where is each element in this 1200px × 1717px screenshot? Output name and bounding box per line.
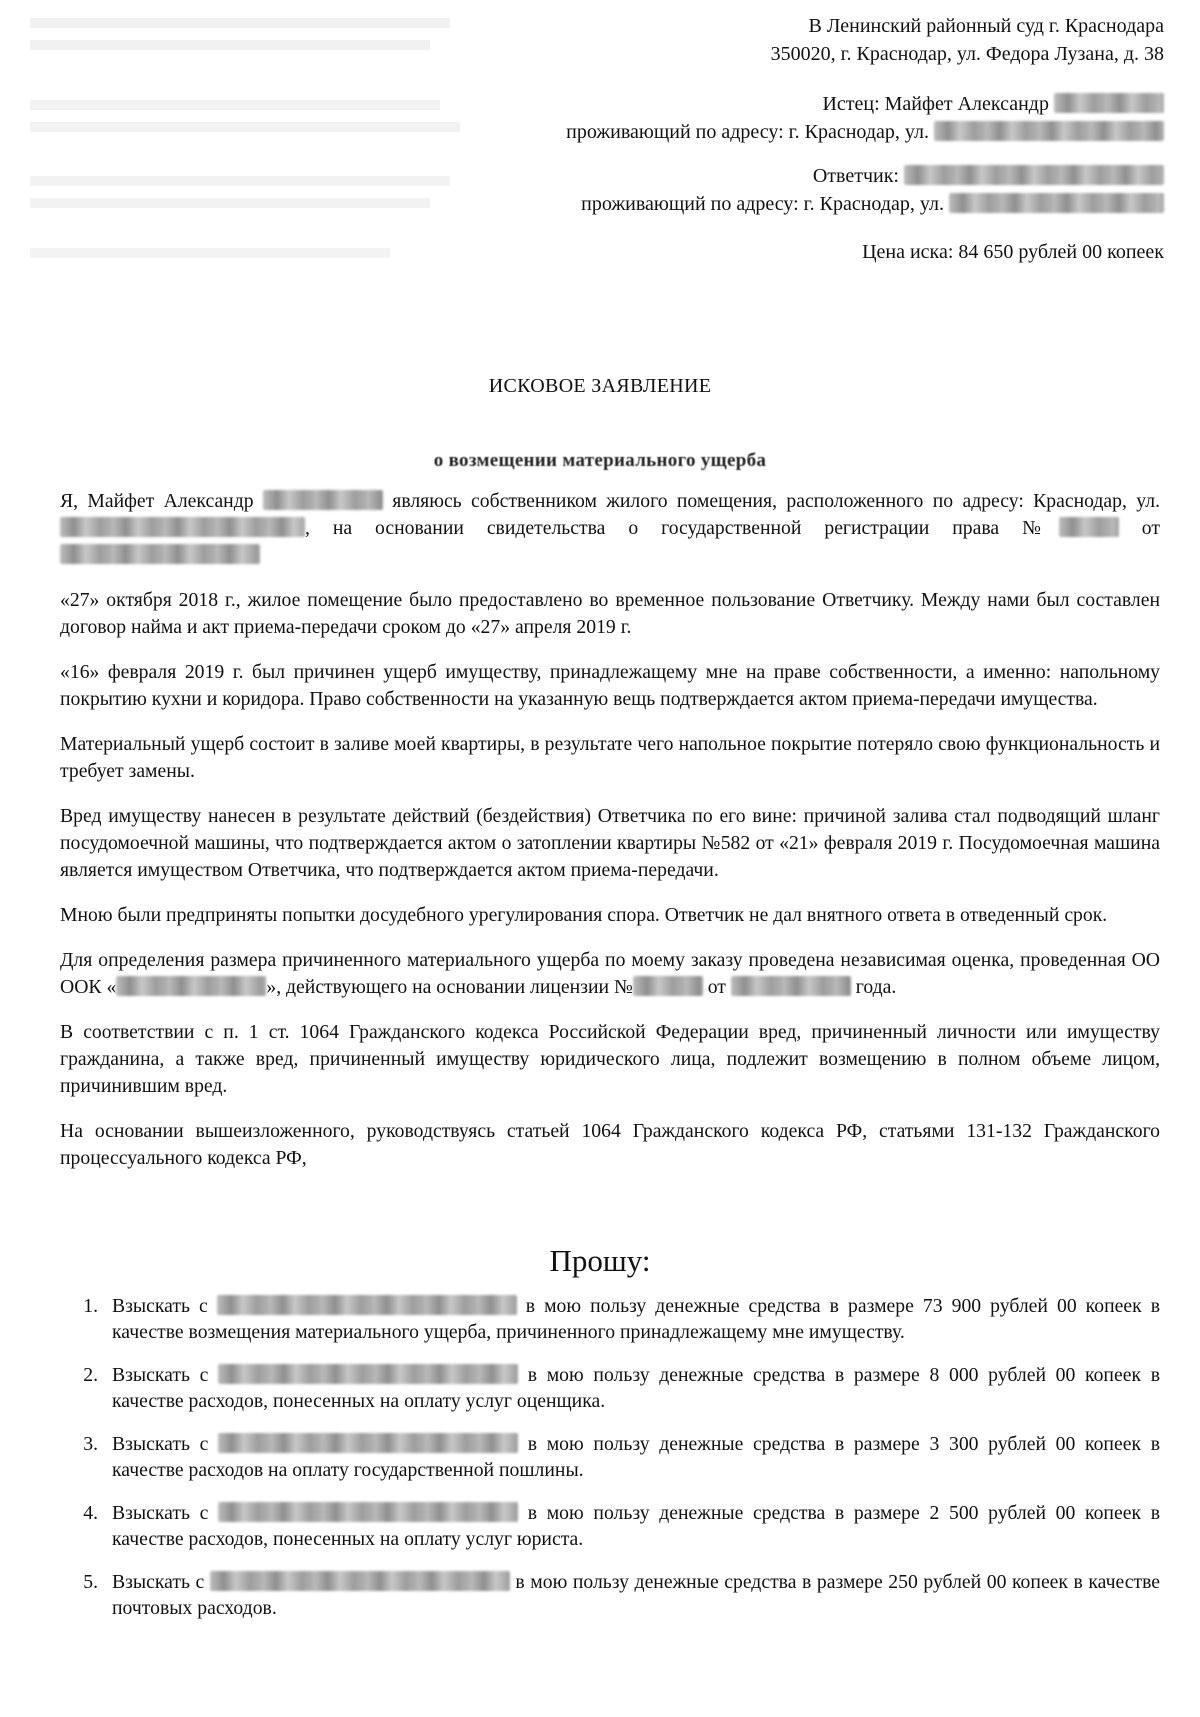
paragraph-text: Я, Майфет Александр bbox=[60, 490, 254, 512]
redacted-text bbox=[904, 165, 1164, 185]
request-list bbox=[60, 1293, 1160, 1638]
list-item-number: 3. bbox=[83, 1433, 98, 1455]
list-item-body: в мою пользу денежные средства в размере 2 500 рублей 00 копеек в качестве расходов, понесенных на оплату услуг юриста. bbox=[112, 1502, 1160, 1550]
list-item bbox=[60, 1362, 1160, 1414]
paragraph: На основании вышеизложенного, руководствуясь статьей 1064 Гражданского кодекса РФ, статьями 131-132 Гражданского процессуального кодекса РФ, bbox=[60, 1120, 1160, 1169]
plaintiff-address-line bbox=[566, 118, 1164, 146]
paragraph: В соответствии с п. 1 ст. 1064 Гражданского кодекса Российской Федерации вред, причиненный личности или имуществу гражданина, а также вред, причиненный имуществу юридического лица, подлежит возмещению в полном объеме лицом, причинившим вред. bbox=[60, 1021, 1160, 1097]
list-item-text bbox=[112, 1569, 1160, 1621]
document-subtitle: о возмещении материального ущерба bbox=[433, 450, 767, 471]
court-name: В Ленинский районный суд г. Краснодара bbox=[808, 15, 1164, 37]
redacted-text bbox=[731, 976, 851, 996]
list-item-number: 4. bbox=[83, 1502, 98, 1524]
redacted-text bbox=[210, 1571, 510, 1591]
list-item-number: 5. bbox=[83, 1571, 98, 1593]
list-item-text bbox=[112, 1362, 1160, 1414]
list-item-prefix: Взыскать с bbox=[112, 1571, 205, 1593]
claim-price-text: Цена иска: 84 650 рублей 00 копеек bbox=[862, 241, 1164, 263]
list-item bbox=[60, 1293, 1160, 1345]
paragraph bbox=[60, 488, 1160, 569]
list-item-text bbox=[112, 1500, 1160, 1552]
request-heading: Прошу: bbox=[549, 1243, 651, 1278]
redacted-text bbox=[1054, 93, 1164, 113]
list-item bbox=[60, 1500, 1160, 1552]
defendant-address-line bbox=[581, 190, 1164, 218]
paragraph: Материальный ущерб состоит в заливе моей квартиры, в результате чего напольное покрытие потеряло свою функциональность и требует замены. bbox=[60, 733, 1160, 782]
redacted-text bbox=[949, 193, 1164, 213]
paragraph-text: от bbox=[707, 976, 726, 998]
list-item-body: в мою пользу денежные средства в размере 3 300 рублей 00 копеек в качестве расходов на оплату государственной пошлины. bbox=[112, 1433, 1160, 1481]
defendant-address-label: проживающий по адресу: г. Краснодар, ул. bbox=[581, 193, 944, 215]
plaintiff-label: Истец: Майфет Александр bbox=[822, 93, 1049, 115]
paragraph bbox=[60, 947, 1160, 1001]
list-item-prefix: Взыскать с bbox=[112, 1364, 209, 1386]
redacted-text bbox=[263, 490, 383, 510]
redacted-text bbox=[60, 517, 305, 537]
plaintiff-block bbox=[566, 90, 1164, 146]
redacted-text bbox=[217, 1295, 517, 1315]
list-item bbox=[60, 1569, 1160, 1621]
list-item-text bbox=[112, 1431, 1160, 1483]
paragraph: Мною были предприняты попытки досудебного урегулирования спора. Ответчик не дал внятного ответа в отведенный срок. bbox=[60, 904, 1108, 926]
redacted-text bbox=[218, 1433, 518, 1453]
paragraph: «27» октября 2018 г., жилое помещение было предоставлено во временное пользование Ответчику. Между нами был составлен договор найма и акт приема-передачи сроком до «27» апреля 2019 г. bbox=[60, 589, 1160, 638]
list-item-body: в мою пользу денежные средства в размере 250 рублей 00 копеек в качестве почтовых расходов. bbox=[112, 1571, 1161, 1619]
redacted-text bbox=[116, 976, 266, 996]
show-through-artifact bbox=[30, 96, 470, 136]
paragraph: «16» февраля 2019 г. был причинен ущерб имуществу, принадлежащему мне на праве собственности, а именно: напольному покрытию кухни и коридора. Право собственности на указанную вещь подтверждается актом приема-передачи имущества. bbox=[60, 661, 1160, 710]
show-through-artifact bbox=[30, 244, 470, 264]
list-item-prefix: Взыскать с bbox=[112, 1502, 209, 1524]
plaintiff-address-label: проживающий по адресу: г. Краснодар, ул. bbox=[566, 121, 929, 143]
court-address: 350020, г. Краснодар, ул. Федора Лузана, д. 38 bbox=[770, 43, 1164, 65]
redacted-text bbox=[60, 544, 260, 564]
document-body bbox=[60, 488, 1160, 1190]
list-item-number: 1. bbox=[83, 1295, 98, 1317]
redacted-text bbox=[218, 1364, 518, 1384]
paragraph-text: являюсь собственником жилого помещения, расположенного по адресу: Краснодар, ул. bbox=[392, 490, 1161, 512]
list-item-prefix: Взыскать с bbox=[112, 1295, 208, 1317]
list-item-body: в мою пользу денежные средства в размере 8 000 рублей 00 копеек в качестве расходов, понесенных на оплату услуг оценщика. bbox=[112, 1364, 1160, 1412]
list-item-prefix: Взыскать с bbox=[112, 1433, 209, 1455]
claim-price bbox=[862, 238, 1164, 266]
plaintiff-line bbox=[566, 90, 1164, 118]
show-through-artifact bbox=[30, 172, 470, 212]
list-item bbox=[60, 1431, 1160, 1483]
list-item-number: 2. bbox=[83, 1364, 98, 1386]
redacted-text bbox=[218, 1502, 518, 1522]
paragraph-text: », действующего на основании лицензии № bbox=[266, 976, 633, 998]
redacted-text bbox=[1059, 517, 1119, 537]
paragraph-text: , на основании свидетельства о государственной регистрации права № bbox=[305, 517, 1059, 539]
redacted-text bbox=[633, 976, 703, 996]
list-item-text bbox=[112, 1293, 1160, 1345]
paragraph: Вред имуществу нанесен в результате действий (бездействия) Ответчика по его вине: причиной залива стал подводящий шланг посудомоечной машины, что подтверждается актом о затоплении квартиры №582 от «21» февраля 2019 г. Посудомоечная машина является имуществом Ответчика, что подтверждается актом приема-передачи. bbox=[60, 805, 1160, 881]
defendant-label: Ответчик: bbox=[812, 165, 899, 187]
paragraph-text: Для определения размера причиненного материального ущерба по моему заказу проведена независимая оценка, проведенная ОО ООК « bbox=[60, 949, 1160, 998]
paragraph-text: от bbox=[1141, 517, 1160, 539]
show-through-artifact bbox=[30, 12, 470, 52]
paragraph-text: года. bbox=[855, 976, 897, 998]
defendant-block bbox=[581, 162, 1164, 218]
court-line bbox=[771, 12, 1164, 68]
defendant-line bbox=[581, 162, 1164, 190]
redacted-text bbox=[934, 121, 1164, 141]
document-title: ИСКОВОЕ ЗАЯВЛЕНИЕ bbox=[488, 375, 712, 397]
list-item-body: в мою пользу денежные средства в размере 73 900 рублей 00 копеек в качестве возмещения материального ущерба, причиненного принадлежащему мне имуществу. bbox=[112, 1295, 1160, 1343]
